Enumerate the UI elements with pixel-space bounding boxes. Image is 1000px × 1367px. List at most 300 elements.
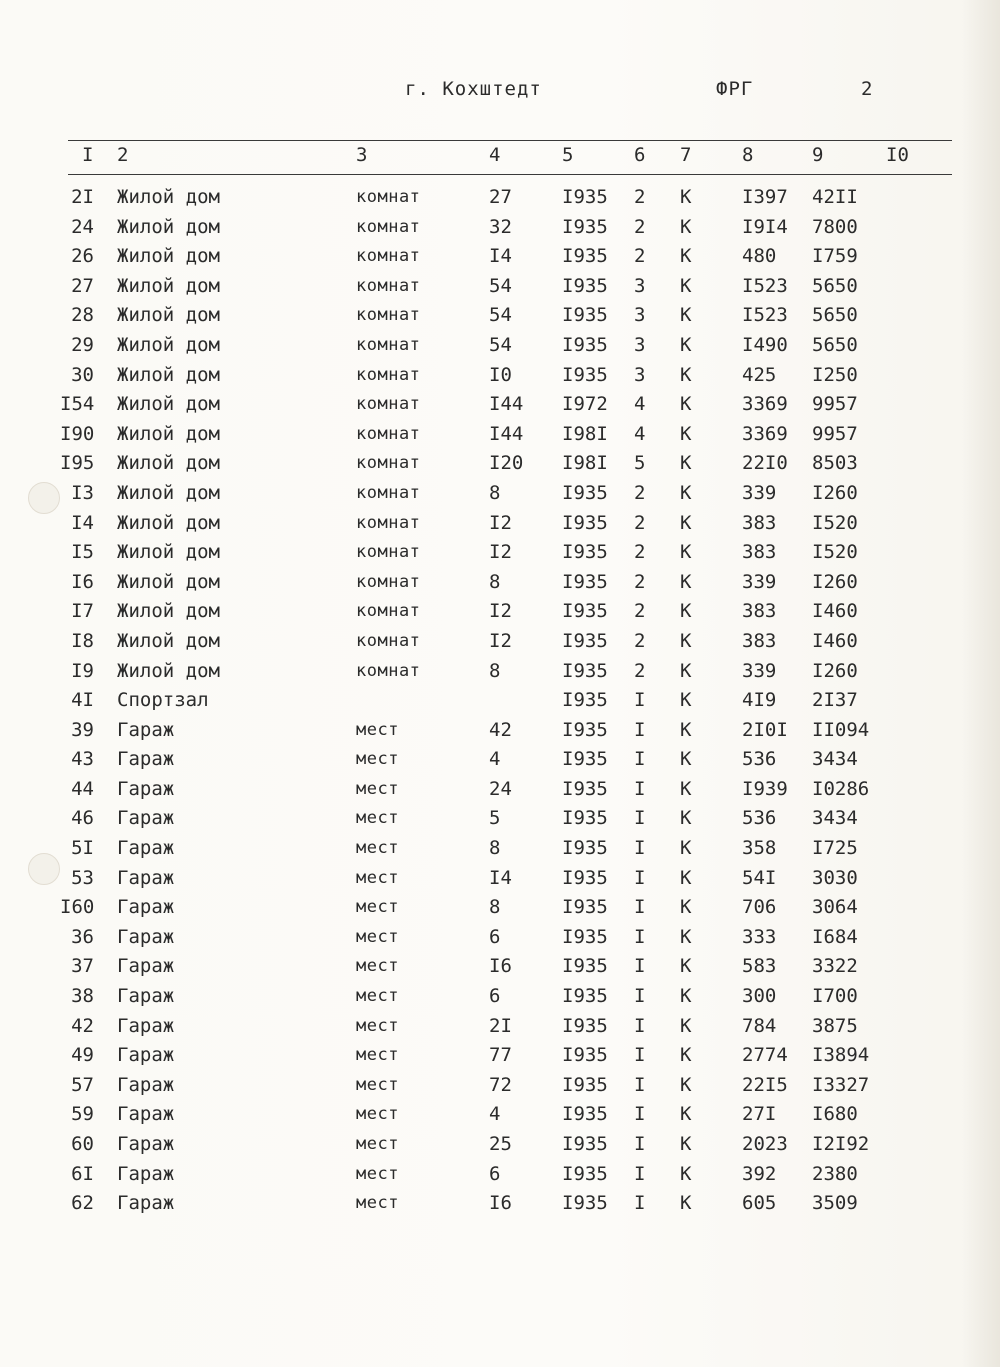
cell-col-7: К (680, 541, 692, 564)
table-row (0, 716, 1000, 746)
column-header: 8 (742, 144, 754, 166)
cell-col-2: Гараж (117, 1073, 175, 1096)
cell-col-5: I935 (562, 1133, 608, 1155)
cell-col-6: I (634, 955, 646, 978)
cell-col-9: 8503 (812, 452, 858, 475)
cell-col-1: 4I (71, 689, 94, 712)
cell-col-5: I935 (562, 245, 608, 268)
cell-col-9: 3509 (812, 1192, 858, 1215)
cell-col-8: I9I4 (742, 215, 788, 238)
cell-col-1: 49 (71, 1044, 94, 1067)
cell-col-7: К (680, 866, 692, 889)
cell-col-8: 358 (742, 837, 777, 860)
cell-col-7: К (680, 333, 692, 356)
cell-col-9: 3322 (812, 955, 858, 978)
cell-col-6: 3 (634, 333, 646, 356)
cell-col-1: I7 (71, 600, 94, 623)
cell-col-6: I (634, 985, 646, 1008)
cell-col-3: комнат (356, 512, 421, 533)
cell-col-7: К (680, 925, 692, 948)
cell-col-9: I520 (812, 511, 858, 534)
cell-col-5: I935 (562, 748, 608, 771)
cell-col-4: 4 (489, 1103, 501, 1126)
column-header: 4 (489, 144, 501, 166)
cell-col-3: мест (356, 956, 399, 977)
cell-col-1: 27 (71, 274, 94, 297)
cell-col-8: 706 (742, 896, 777, 919)
table-row (0, 893, 1000, 923)
cell-col-2: Гараж (117, 718, 175, 741)
page-header (0, 78, 1000, 104)
cell-col-2: Жилой дом (117, 452, 220, 475)
cell-col-4: I20 (489, 452, 524, 475)
cell-col-3: комнат (356, 630, 421, 651)
cell-col-6: I (634, 866, 646, 889)
cell-col-7: К (680, 304, 692, 327)
cell-col-8: 3369 (742, 393, 788, 416)
cell-col-3: мест (356, 778, 399, 799)
cell-col-4: 77 (489, 1044, 512, 1067)
cell-col-6: I (634, 1192, 646, 1215)
cell-col-2: Гараж (117, 1192, 175, 1215)
table-row (0, 1012, 1000, 1042)
cell-col-5: I935 (562, 896, 608, 919)
cell-col-8: 22I0 (742, 452, 788, 475)
cell-col-1: 53 (71, 866, 94, 889)
cell-col-1: 38 (71, 985, 94, 1008)
cell-col-2: Гараж (117, 985, 175, 1008)
cell-col-2: Гараж (117, 1103, 175, 1126)
cell-col-7: К (680, 896, 692, 919)
cell-col-7: К (680, 777, 692, 800)
cell-col-9: I3894 (812, 1044, 870, 1067)
cell-col-2: Гараж (117, 807, 175, 830)
cell-col-2: Жилой дом (117, 629, 220, 652)
cell-col-6: I (634, 748, 646, 771)
cell-col-4: I4 (489, 245, 512, 268)
cell-col-7: К (680, 659, 692, 682)
cell-col-8: 2774 (742, 1044, 788, 1067)
cell-col-7: К (680, 422, 692, 445)
cell-col-1: 24 (71, 215, 94, 238)
cell-col-9: 3434 (812, 748, 858, 771)
column-headers (0, 144, 1000, 170)
cell-col-1: 57 (71, 1073, 94, 1096)
cell-col-1: I9 (71, 659, 94, 682)
cell-col-8: 605 (742, 1192, 777, 1215)
cell-col-2: Гараж (117, 955, 175, 978)
cell-col-1: 28 (71, 304, 94, 327)
table-row (0, 1160, 1000, 1190)
cell-col-8: I523 (742, 274, 788, 297)
cell-col-7: К (680, 1073, 692, 1096)
cell-col-9: I680 (812, 1103, 858, 1126)
cell-col-2: Гараж (117, 925, 175, 948)
cell-col-1: 46 (71, 807, 94, 830)
cell-col-8: 300 (742, 985, 777, 1008)
cell-col-9: 3875 (812, 1014, 858, 1037)
cell-col-6: 2 (634, 511, 646, 534)
cell-col-7: К (680, 985, 692, 1008)
table-row (0, 331, 1000, 361)
cell-col-4: 8 (489, 570, 501, 593)
cell-col-3: комнат (356, 246, 421, 267)
cell-col-8: 339 (742, 659, 777, 682)
cell-col-4: 54 (489, 333, 512, 356)
cell-col-3: комнат (356, 216, 421, 237)
cell-col-7: К (680, 629, 692, 652)
cell-col-5: I935 (562, 689, 608, 712)
table-row (0, 923, 1000, 953)
cell-col-8: 383 (742, 629, 777, 652)
cell-col-8: 2023 (742, 1133, 788, 1155)
table-row (0, 272, 1000, 302)
cell-col-7: К (680, 718, 692, 741)
cell-col-6: 3 (634, 304, 646, 327)
cell-col-3: мест (356, 867, 399, 888)
cell-col-7: К (680, 837, 692, 860)
cell-col-9: I0286 (812, 777, 870, 800)
cell-col-5: I935 (562, 925, 608, 948)
cell-col-3: мест (356, 1163, 399, 1184)
cell-col-5: I935 (562, 1192, 608, 1215)
cell-col-2: Жилой дом (117, 481, 220, 504)
cell-col-2: Жилой дом (117, 186, 220, 208)
cell-col-1: 44 (71, 777, 94, 800)
cell-col-4: I2 (489, 600, 512, 623)
cell-col-6: I (634, 1073, 646, 1096)
table-row (0, 390, 1000, 420)
cell-col-3: мест (356, 808, 399, 829)
cell-col-3: мест (356, 986, 399, 1007)
cell-col-6: 2 (634, 186, 646, 208)
table-row (0, 745, 1000, 775)
table-row (0, 775, 1000, 805)
cell-col-9: 9957 (812, 393, 858, 416)
cell-col-1: 5I (71, 837, 94, 860)
cell-col-1: 37 (71, 955, 94, 978)
cell-col-1: 30 (71, 363, 94, 386)
cell-col-7: К (680, 1133, 692, 1155)
cell-col-3: комнат (356, 275, 421, 296)
cell-col-4: 25 (489, 1133, 512, 1155)
cell-col-2: Жилой дом (117, 511, 220, 534)
cell-col-4: 42 (489, 718, 512, 741)
cell-col-4: 4 (489, 748, 501, 771)
cell-col-7: К (680, 1162, 692, 1185)
cell-col-6: I (634, 1133, 646, 1155)
cell-col-3: комнат (356, 334, 421, 355)
cell-col-3: мест (356, 749, 399, 770)
cell-col-9: 7800 (812, 215, 858, 238)
cell-col-6: 2 (634, 570, 646, 593)
cell-col-9: 2380 (812, 1162, 858, 1185)
cell-col-8: 784 (742, 1014, 777, 1037)
cell-col-6: 3 (634, 274, 646, 297)
cell-col-6: I (634, 1014, 646, 1037)
cell-col-4: I2 (489, 511, 512, 534)
cell-col-5: I935 (562, 511, 608, 534)
cell-col-8: 339 (742, 481, 777, 504)
cell-col-5: I935 (562, 1073, 608, 1096)
cell-col-6: 2 (634, 600, 646, 623)
table-row (0, 538, 1000, 568)
cell-col-2: Гараж (117, 1044, 175, 1067)
cell-col-5: I935 (562, 866, 608, 889)
table-row (0, 657, 1000, 687)
cell-col-1: 2I (71, 186, 94, 208)
cell-col-6: 4 (634, 422, 646, 445)
cell-col-5: I935 (562, 1162, 608, 1185)
table-body (0, 183, 1000, 1219)
cell-col-5: I935 (562, 1044, 608, 1067)
cell-col-3: мест (356, 1074, 399, 1095)
cell-col-4: 72 (489, 1073, 512, 1096)
cell-col-1: I60 (60, 896, 95, 919)
cell-col-9: I520 (812, 541, 858, 564)
country-name: ФРГ (716, 78, 754, 100)
cell-col-7: К (680, 955, 692, 978)
cell-col-2: Жилой дом (117, 363, 220, 386)
cell-col-8: 22I5 (742, 1073, 788, 1096)
cell-col-3: мест (356, 1045, 399, 1066)
table-row (0, 213, 1000, 243)
cell-col-8: 425 (742, 363, 777, 386)
cell-col-9: I684 (812, 925, 858, 948)
cell-col-4: I6 (489, 955, 512, 978)
cell-col-6: I (634, 718, 646, 741)
cell-col-4: 27 (489, 186, 512, 208)
table-row (0, 449, 1000, 479)
cell-col-3: комнат (356, 423, 421, 444)
cell-col-6: I (634, 896, 646, 919)
cell-col-2: Жилой дом (117, 393, 220, 416)
cell-col-8: 583 (742, 955, 777, 978)
column-header: I0 (886, 144, 909, 166)
cell-col-6: 2 (634, 481, 646, 504)
cell-col-3: мест (356, 897, 399, 918)
cell-col-2: Жилой дом (117, 541, 220, 564)
cell-col-5: I935 (562, 600, 608, 623)
table-row (0, 242, 1000, 272)
page-number: 2 (861, 78, 874, 100)
cell-col-2: Жилой дом (117, 245, 220, 268)
cell-col-5: I935 (562, 659, 608, 682)
cell-col-2: Гараж (117, 1133, 175, 1155)
cell-col-8: I939 (742, 777, 788, 800)
cell-col-9: 5650 (812, 333, 858, 356)
cell-col-1: I95 (60, 452, 95, 475)
cell-col-7: К (680, 1044, 692, 1067)
cell-col-1: I54 (60, 393, 95, 416)
cell-col-3: комнат (356, 305, 421, 326)
cell-col-7: К (680, 807, 692, 830)
cell-col-2: Гараж (117, 748, 175, 771)
cell-col-4: I6 (489, 1192, 512, 1215)
cell-col-9: 42II (812, 186, 858, 208)
cell-col-5: I935 (562, 718, 608, 741)
table-row (0, 420, 1000, 450)
cell-col-4: 2I (489, 1014, 512, 1037)
table-row (0, 804, 1000, 834)
cell-col-7: К (680, 570, 692, 593)
cell-col-1: 36 (71, 925, 94, 948)
cell-col-4: I0 (489, 363, 512, 386)
column-header: I (82, 144, 94, 166)
cell-col-4: 24 (489, 777, 512, 800)
table-row (0, 864, 1000, 894)
cell-col-6: 2 (634, 659, 646, 682)
table-row (0, 627, 1000, 657)
cell-col-2: Жилой дом (117, 600, 220, 623)
cell-col-6: I (634, 1044, 646, 1067)
cell-col-8: 383 (742, 511, 777, 534)
cell-col-3: комнат (356, 482, 421, 503)
cell-col-4: 6 (489, 1162, 501, 1185)
header-bottom-rule (68, 174, 952, 175)
cell-col-1: I3 (71, 481, 94, 504)
cell-col-2: Жилой дом (117, 422, 220, 445)
cell-col-2: Жилой дом (117, 570, 220, 593)
cell-col-7: К (680, 511, 692, 534)
cell-col-4: 8 (489, 896, 501, 919)
table-row (0, 183, 1000, 213)
cell-col-8: 480 (742, 245, 777, 268)
cell-col-6: I (634, 689, 646, 712)
cell-col-4: 54 (489, 304, 512, 327)
cell-col-2: Спортзал (117, 689, 209, 712)
cell-col-1: I4 (71, 511, 94, 534)
cell-col-7: К (680, 452, 692, 475)
cell-col-8: 536 (742, 748, 777, 771)
cell-col-4: 8 (489, 837, 501, 860)
cell-col-1: 29 (71, 333, 94, 356)
cell-col-8: I490 (742, 333, 788, 356)
cell-col-9: I2I92 (812, 1133, 870, 1155)
cell-col-1: 60 (71, 1133, 94, 1155)
cell-col-6: 5 (634, 452, 646, 475)
cell-col-3: мест (356, 719, 399, 740)
table-row (0, 301, 1000, 331)
cell-col-4: I44 (489, 422, 524, 445)
cell-col-9: 3434 (812, 807, 858, 830)
cell-col-3: комнат (356, 187, 421, 207)
cell-col-2: Гараж (117, 896, 175, 919)
cell-col-7: К (680, 393, 692, 416)
cell-col-7: К (680, 748, 692, 771)
table-row (0, 1041, 1000, 1071)
cell-col-3: комнат (356, 660, 421, 681)
cell-col-7: К (680, 274, 692, 297)
cell-col-8: 27I (742, 1103, 777, 1126)
cell-col-6: I (634, 1162, 646, 1185)
cell-col-5: I935 (562, 985, 608, 1008)
cell-col-1: 26 (71, 245, 94, 268)
cell-col-8: 333 (742, 925, 777, 948)
cell-col-2: Гараж (117, 1162, 175, 1185)
cell-col-4: 54 (489, 274, 512, 297)
table-row (0, 361, 1000, 391)
table-row (0, 834, 1000, 864)
cell-col-9: II094 (812, 718, 870, 741)
cell-col-6: 2 (634, 245, 646, 268)
cell-col-6: 2 (634, 215, 646, 238)
table-row (0, 1189, 1000, 1219)
cell-col-7: К (680, 481, 692, 504)
table-row (0, 952, 1000, 982)
cell-col-8: 4I9 (742, 689, 777, 712)
cell-col-3: комнат (356, 571, 421, 592)
cell-col-8: 383 (742, 541, 777, 564)
cell-col-3: мест (356, 1193, 399, 1214)
cell-col-5: I935 (562, 807, 608, 830)
cell-col-7: К (680, 1192, 692, 1215)
cell-col-9: 2I37 (812, 689, 858, 712)
cell-col-1: 62 (71, 1192, 94, 1215)
cell-col-3: комнат (356, 364, 421, 385)
cell-col-5: I935 (562, 629, 608, 652)
cell-col-7: К (680, 363, 692, 386)
cell-col-8: 54I (742, 866, 777, 889)
cell-col-5: I935 (562, 363, 608, 386)
cell-col-7: К (680, 1103, 692, 1126)
cell-col-5: I935 (562, 304, 608, 327)
cell-col-6: I (634, 807, 646, 830)
cell-col-5: I972 (562, 393, 608, 416)
column-header: 7 (680, 144, 692, 166)
cell-col-7: К (680, 245, 692, 268)
cell-col-5: I935 (562, 333, 608, 356)
cell-col-4: 6 (489, 925, 501, 948)
column-header: 9 (812, 144, 824, 166)
cell-col-5: I935 (562, 777, 608, 800)
cell-col-9: I700 (812, 985, 858, 1008)
cell-col-9: I260 (812, 659, 858, 682)
cell-col-9: I759 (812, 245, 858, 268)
cell-col-2: Жилой дом (117, 304, 220, 327)
cell-col-3: комнат (356, 601, 421, 622)
cell-col-1: I6 (71, 570, 94, 593)
cell-col-4: I4 (489, 866, 512, 889)
cell-col-4: 8 (489, 481, 501, 504)
cell-col-2: Гараж (117, 1014, 175, 1037)
cell-col-2: Гараж (117, 866, 175, 889)
cell-col-1: 6I (71, 1162, 94, 1185)
table-row (0, 982, 1000, 1012)
cell-col-5: I98I (562, 452, 608, 475)
cell-col-1: I5 (71, 541, 94, 564)
cell-col-3: мест (356, 838, 399, 859)
cell-col-4: I2 (489, 541, 512, 564)
cell-col-9: 3064 (812, 896, 858, 919)
cell-col-9: I3327 (812, 1073, 870, 1096)
table-row (0, 509, 1000, 539)
cell-col-9: I460 (812, 600, 858, 623)
cell-col-5: I935 (562, 186, 608, 208)
cell-col-5: I935 (562, 1014, 608, 1037)
cell-col-5: I935 (562, 1103, 608, 1126)
cell-col-6: I (634, 777, 646, 800)
cell-col-6: 2 (634, 629, 646, 652)
table-row (0, 1100, 1000, 1130)
cell-col-9: 5650 (812, 304, 858, 327)
column-header: 6 (634, 144, 646, 166)
cell-col-9: I460 (812, 629, 858, 652)
cell-col-9: 5650 (812, 274, 858, 297)
table-row (0, 479, 1000, 509)
cell-col-5: I935 (562, 837, 608, 860)
cell-col-3: мест (356, 1104, 399, 1125)
